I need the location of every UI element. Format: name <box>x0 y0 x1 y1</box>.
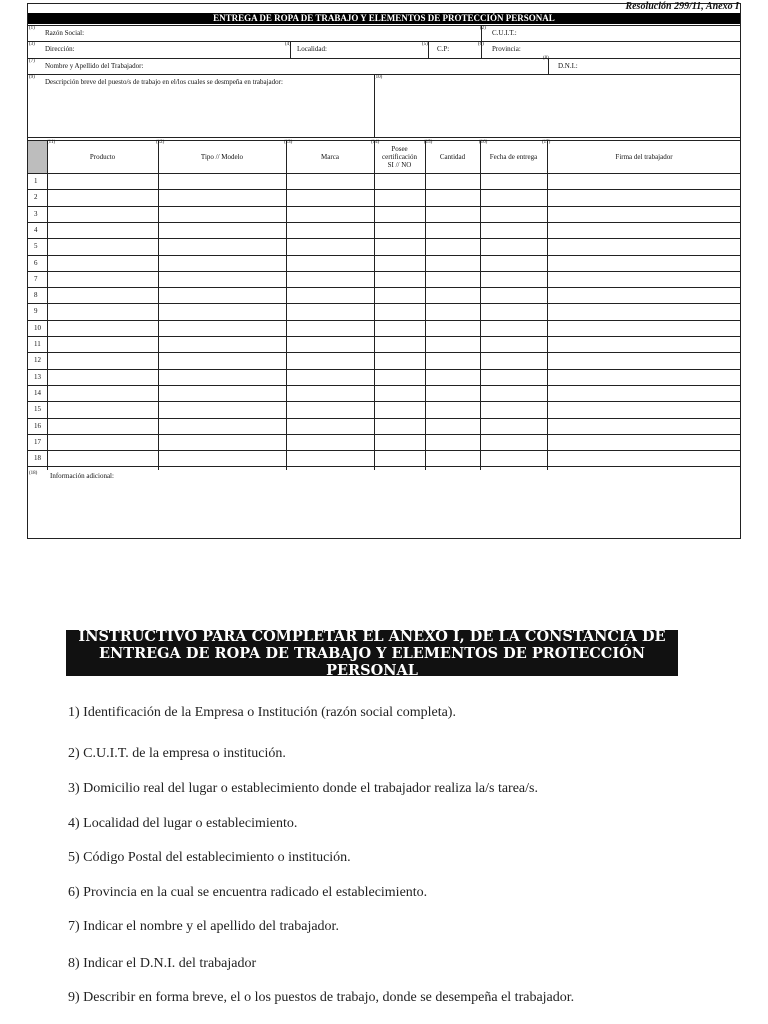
table-row-number: 3 <box>34 209 38 218</box>
localidad-label: Localidad: <box>297 45 327 53</box>
field-marker: (18) <box>29 471 38 476</box>
table-row-number: 14 <box>34 388 41 397</box>
field-marker: (3) <box>29 42 35 47</box>
table-row-number: 8 <box>34 291 38 300</box>
column-header-cantidad: Cantidad <box>439 153 466 161</box>
cert-header-line: Posee <box>391 145 408 153</box>
table-row-divider <box>28 385 740 386</box>
cert-header-line: certificación <box>382 153 417 161</box>
table-row-number: 12 <box>34 356 41 365</box>
resolution-reference: Resolución 299/11, Anexo I <box>625 1 739 12</box>
info-adicional-label: Información adicional: <box>50 472 114 480</box>
table-row-number: 7 <box>34 274 38 283</box>
divider <box>428 41 429 58</box>
column-header-tipo: Tipo // Modelo <box>200 153 244 161</box>
instruction-item: 6) Provincia en la cual se encuentra radicado el establecimiento. <box>68 885 428 900</box>
dni-label: D.N.I.: <box>558 62 578 70</box>
table-row-number: 10 <box>34 323 41 332</box>
table-row-number: 5 <box>34 242 38 251</box>
descripcion-label: Descripción breve del puesto/s de trabajo en el/los cuales se desmpeña en trabajador: <box>45 78 283 86</box>
table-row-divider <box>28 401 740 402</box>
field-marker: (6) <box>478 42 484 47</box>
divider <box>28 41 740 42</box>
column-header-marca: Marca <box>321 153 339 161</box>
table-row-divider <box>28 352 740 353</box>
table-row-number: 6 <box>34 258 38 267</box>
razon-social-label: Razón Social: <box>45 29 85 37</box>
divider <box>28 74 740 75</box>
cp-label: C.P: <box>437 45 450 53</box>
table-row-number: 18 <box>34 454 41 463</box>
table-row-divider <box>28 466 740 467</box>
table-row-number: 2 <box>34 193 38 202</box>
field-marker: (14) <box>371 140 380 145</box>
table-row-divider <box>28 255 740 256</box>
field-marker: (4) <box>285 42 291 47</box>
table-row-number: 1 <box>34 177 38 185</box>
nombre-label: Nombre y Apellido del Trabajador: <box>45 62 144 70</box>
table-row-divider <box>28 189 740 190</box>
table-row-number: 15 <box>34 405 41 414</box>
instructions-title-line: ENTREGA DE ROPA DE TRABAJO Y ELEMENTOS DE PROTECCIÓN PERSONAL <box>98 644 646 679</box>
table-row-number: 17 <box>34 437 41 446</box>
table-row-number: 13 <box>34 372 41 381</box>
cuit-label: C.U.I.T.: <box>492 29 517 37</box>
field-marker: (5) <box>422 42 428 47</box>
instruction-item: 2) C.U.I.T. de la empresa o institución. <box>68 746 286 761</box>
table-row-divider <box>28 320 740 321</box>
field-marker: (7) <box>29 59 35 64</box>
instruction-item: 7) Indicar el nombre y el apellido del trabajador. <box>68 919 339 934</box>
field-marker: (16) <box>479 140 488 145</box>
field-marker: (11) <box>47 140 56 145</box>
table-row-divider <box>28 450 740 451</box>
column-header-producto: Producto <box>89 153 116 161</box>
instruction-item: 4) Localidad del lugar o establecimiento. <box>68 816 298 831</box>
divider <box>374 74 375 137</box>
instruction-item: 3) Domicilio real del lugar o establecimiento donde el trabajador realiza la/s tarea/s. <box>68 781 538 796</box>
table-row-divider <box>28 336 740 337</box>
field-marker: (8) <box>543 56 549 61</box>
divider <box>28 173 740 174</box>
instruction-item: 9) Describir en forma breve, el o los puestos de trabajo, donde se desempeña el trabajador. <box>68 990 575 1005</box>
field-marker: (2) <box>480 26 486 31</box>
instruction-item: 1) Identificación de la Empresa o Institución (razón social completa). <box>68 705 456 720</box>
table-row-divider <box>28 303 740 304</box>
field-marker: (17) <box>542 140 551 145</box>
table-row-divider <box>28 369 740 370</box>
provincia-label: Provincia: <box>492 45 521 53</box>
field-marker: (15) <box>424 140 433 145</box>
field-marker: (1) <box>29 26 35 31</box>
table-row-divider <box>28 418 740 419</box>
direccion-label: Dirección: <box>45 45 75 53</box>
table-row-number: 9 <box>34 307 38 316</box>
divider <box>28 25 740 26</box>
table-row-divider <box>28 238 740 239</box>
field-marker: (10) <box>374 75 383 80</box>
table-row-divider <box>28 271 740 272</box>
delivery-form <box>27 3 741 539</box>
field-marker: (12) <box>156 140 165 145</box>
cert-header-line: SI // NO <box>387 161 412 169</box>
column-header-fecha: Fecha de entrega <box>489 153 538 161</box>
table-row-number: 4 <box>34 225 38 234</box>
table-row-divider <box>28 222 740 223</box>
table-row-number: 11 <box>34 340 41 348</box>
form-title: ENTREGA DE ROPA DE TRABAJO Y ELEMENTOS DE PROTECCIÓN PERSONAL <box>28 13 740 24</box>
field-marker: (13) <box>284 140 293 145</box>
divider <box>28 137 740 138</box>
table-row-divider <box>28 206 740 207</box>
instruction-item: 8) Indicar el D.N.I. del trabajador <box>68 956 257 971</box>
column-header-firma: Firma del trabajador <box>615 153 673 161</box>
instructions-title <box>66 627 678 679</box>
table-row-divider <box>28 287 740 288</box>
column-header-certificacion <box>374 141 425 173</box>
instructions-title-line: INSTRUCTIVO PARA COMPLETAR EL ANEXO I, DE LA CONSTANCIA DE <box>78 627 666 645</box>
divider <box>28 58 740 59</box>
table-row-divider <box>28 434 740 435</box>
field-marker: (9) <box>29 75 35 80</box>
instruction-item: 5) Código Postal del establecimiento o institución. <box>68 850 351 865</box>
table-row-number: 16 <box>34 421 41 430</box>
row-number-header <box>28 141 47 173</box>
